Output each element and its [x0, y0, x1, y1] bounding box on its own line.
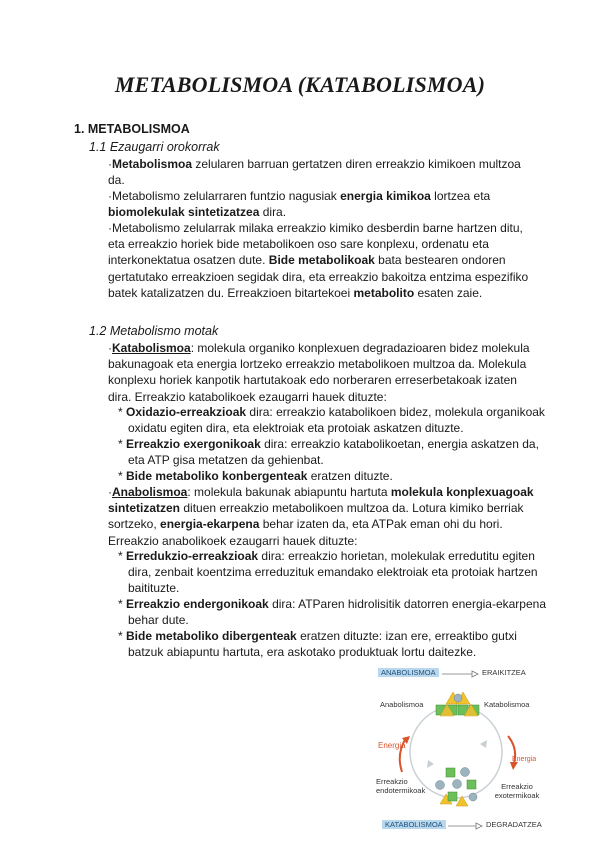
label-endotermikoak: Erreakzio endotermikoak [376, 777, 426, 795]
metabolism-cycle-figure [372, 664, 542, 836]
term: Erredukzio-erreakzioak [126, 549, 259, 563]
label-exotermikoak: Erreakzio exotermikoak [494, 782, 540, 800]
text: Metabolismo zelularrak milaka erreakzio kimiko desberdin barne hartzen ditu, eta erreakzio horiek bide metabolikoen oso sare konplexu, ordenatu eta interkonektatua osatzen dute. [108, 221, 523, 268]
text: behar izaten da, eta ATPak eman ohi du hori. Erreakzio anabolikoek ezaugarri hauek dituzte: [108, 517, 503, 548]
list-item-erredukzio [118, 548, 548, 597]
term: Erreakzio endergonikoak [126, 597, 269, 611]
list-item-oxidazio [118, 404, 548, 436]
text: dira: erreakzio horietan, molekulak erredutitu egiten dira, zenbait koentzima erreduzituk emandako elektroiak eta protoiak hartzen baitituzte. [128, 549, 538, 596]
paragraph-pathways [108, 220, 538, 301]
term: Bide metaboliko dibergenteak [126, 629, 297, 643]
text: eratzen dituzte. [307, 469, 393, 483]
bullet: · [108, 341, 112, 355]
simple-molecule-shapes [436, 768, 478, 807]
bullet: * [118, 549, 123, 563]
arrow-head [472, 671, 478, 677]
text: : molekula organiko konplexuen degradazioaren bidez molekula bakunagoak eta energia lortzeko erreakzio metabolikoen multzoa da. Molekula konplexu horiek kanpotik hartutakoak edo norberaren erreserbetakoak izaten dira. Erreakzio katabolikoek ezaugarri hauek dituzte: [108, 341, 530, 404]
term: Oxidazio-erreakzioak [126, 405, 247, 419]
text: eratzen dituzte: izan ere, erreaktibo gutxi batzuk abiapuntu hartuta, era askotako produktuak lortu daitezke. [128, 629, 517, 660]
term-anabolismoa: Anabolismoa [112, 485, 188, 499]
text: esaten zaie. [414, 285, 483, 300]
bullet: · [108, 157, 112, 171]
term-metabolismoa: Metabolismoa [112, 157, 193, 171]
bullet: · [108, 221, 112, 235]
cycle-arrowhead [427, 760, 434, 768]
text: dira: erreakzio katabolikoetan, energia askatzen da, eta ATP gisa metatzen da gehienbat. [128, 437, 539, 468]
cycle-diagram [372, 664, 542, 836]
label-energy-left: Energia [378, 741, 406, 750]
energy-out-head [510, 762, 518, 770]
text: : molekula bakunak abiapuntu hartuta [187, 485, 391, 499]
bottom-box-katabolismoa: KATABOLISMOA [382, 820, 446, 829]
bullet: * [118, 437, 123, 451]
text: Metabolismo zelularraren funtzio nagusiak [112, 189, 341, 203]
list-item-endergonikoak [118, 596, 548, 628]
complex-molecule-shapes [436, 692, 479, 716]
paragraph-anabolismoa [108, 484, 538, 549]
term-energia-kimikoa: energia kimikoa [340, 189, 431, 203]
label-energy-right: Energia [512, 756, 537, 763]
text: bata bestearen ondoren gertatutako erreakzioen segidak dira, eta erreakzio bakoitza entzima espezifiko batek katalizatzen du. Erreakzioen bitartekoei [108, 253, 529, 300]
bullet: * [118, 469, 123, 483]
term-katabolismoa: Katabolismoa [112, 341, 191, 355]
term: energia-ekarpena [160, 517, 260, 532]
bullet: * [118, 597, 123, 611]
term-biomolekulak: biomolekulak sintetizatzea [108, 205, 260, 220]
paragraph-functions [108, 188, 538, 220]
list-item-exergonikoak [118, 436, 548, 468]
text: dira: erreakzio katabolikoen bidez, molekula organikoak oxidatu egiten dira, eta elektroiak eta protoiak askatzen dituzte. [128, 405, 545, 436]
top-box-anabolismoa: ANABOLISMOA [378, 668, 439, 677]
term: Bide metaboliko konbergenteak [126, 469, 308, 483]
list-item-konbergenteak [118, 468, 548, 484]
term: molekula konplexuagoak sintetizatzen [108, 485, 534, 516]
text: dituen erreakzio metabolikoen multzoa da. Lotura kimiko berriak sortzeko, [108, 501, 524, 532]
term-metabolito: metabolito [353, 285, 415, 300]
text: dira: ATParen hidrolisitik datorren energia-ekarpena behar dute. [128, 597, 546, 628]
text: zelularen barruan gertatzen diren erreakzio kimikoen multzoa da. [108, 157, 521, 188]
document-title: METABOLISMOA (KATABOLISMOA) [114, 72, 486, 97]
bullet: * [118, 629, 123, 643]
subsection-heading-1-2: 1.2 Metabolismo motak [89, 324, 219, 338]
paragraph-definition [108, 156, 538, 188]
arrow-head [476, 823, 482, 829]
text: lortzea eta [430, 189, 491, 203]
bullet: · [108, 189, 112, 203]
term: Erreakzio exergonikoak [126, 437, 261, 451]
bullet: * [118, 405, 123, 419]
label-degradatzea: DEGRADATZEA [486, 820, 542, 829]
label-katabolismoa: Katabolismoa [484, 700, 530, 709]
label-eraikitzea: ERAIKITZEA [482, 668, 526, 677]
term-bide-metabolikoak: Bide metabolikoak [268, 253, 375, 268]
list-item-dibergenteak [118, 628, 548, 660]
cycle-arrowhead [480, 740, 487, 748]
paragraph-katabolismoa [108, 340, 538, 405]
label-anabolismoa: Anabolismoa [380, 700, 424, 709]
text: dira. [259, 205, 287, 220]
section-heading-metabolismoa: 1. METABOLISMOA [74, 122, 190, 136]
bullet: · [108, 485, 112, 499]
subsection-heading-1-1: 1.1 Ezaugarri orokorrak [89, 140, 220, 154]
